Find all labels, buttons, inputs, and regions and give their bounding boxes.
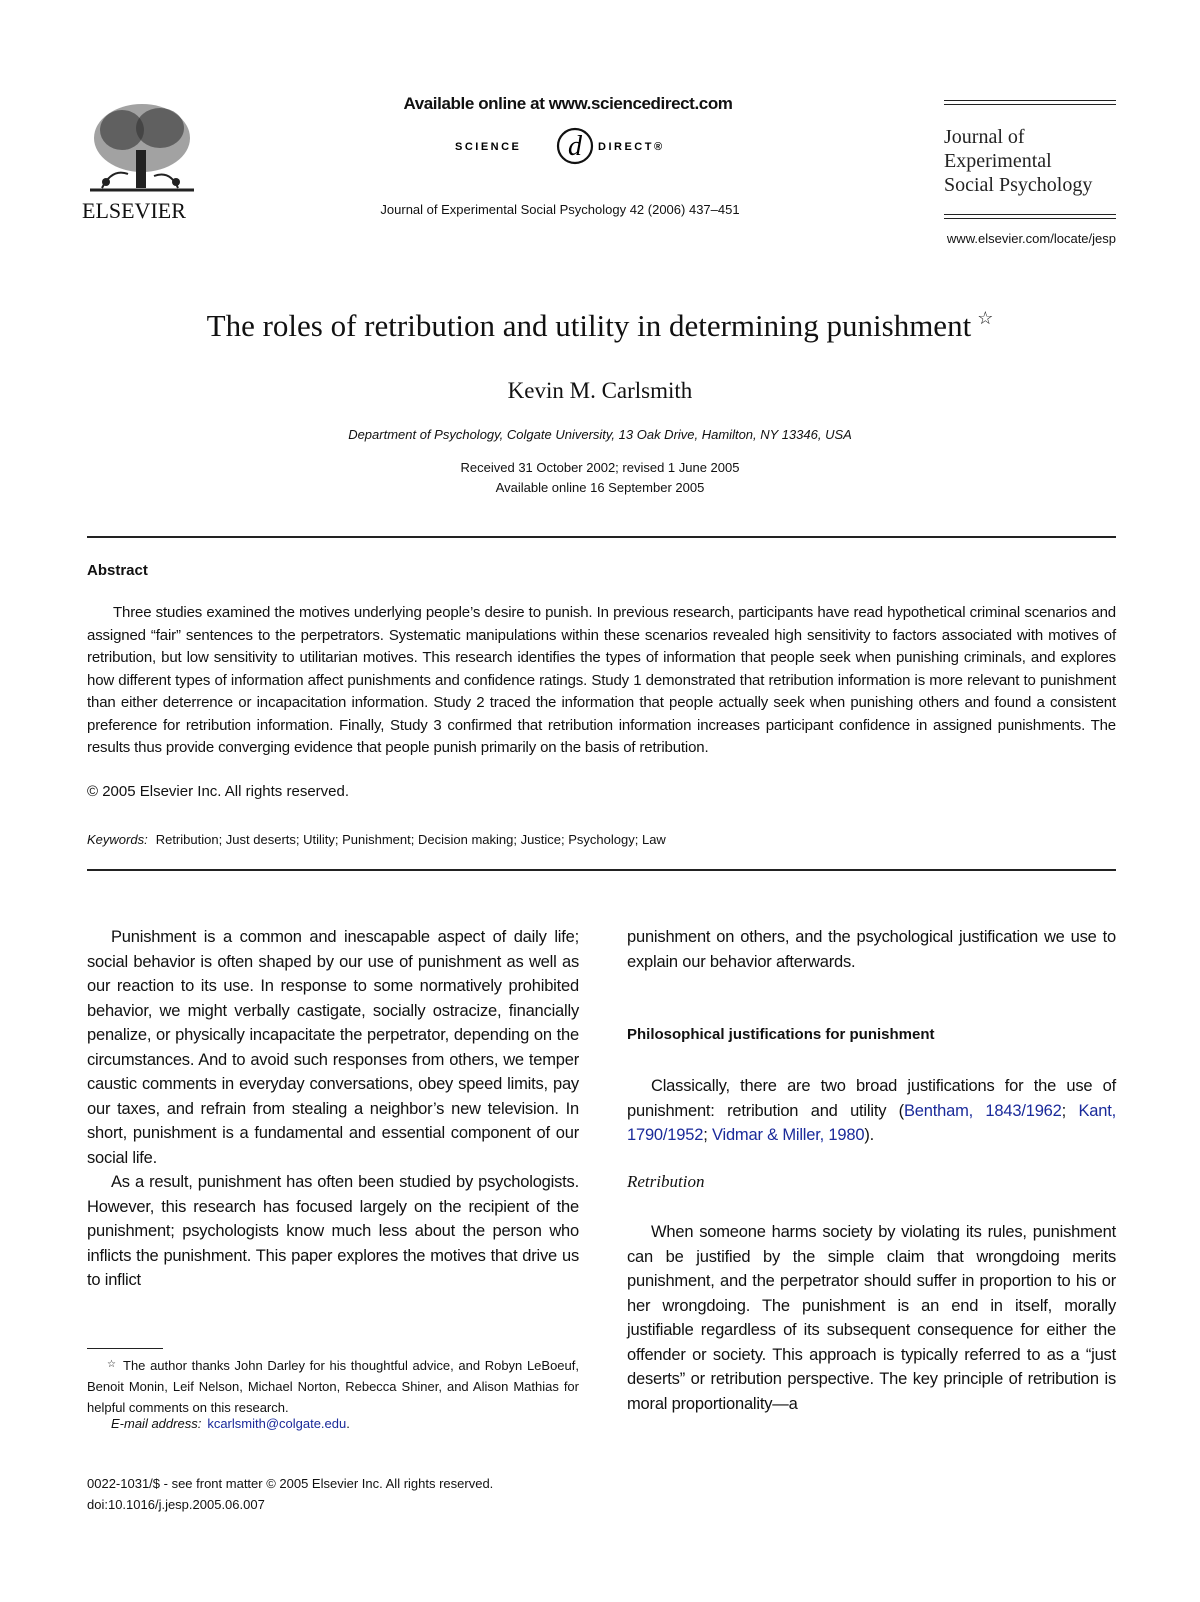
keywords-list: Retribution; Just deserts; Utility; Punishment; Decision making; Justice; Psychology; Law [155,832,666,847]
subsection-heading: Retribution [627,1172,705,1191]
body-right-subsection [627,1220,1116,1416]
title-footnote-mark[interactable]: ☆ [977,308,994,328]
body-right-section [627,1074,1116,1148]
paragraph-text: Classically, there are two broad justifications for the use of punishment: retribution and utility ( [627,1077,1116,1120]
author-affiliation: Department of Psychology, Colgate University, 13 Oak Drive, Hamilton, NY 13346, USA [348,427,852,442]
author-email [111,1416,350,1431]
journal-citation: Journal of Experimental Social Psychology 42 (2006) 437–451 [380,202,740,217]
journal-rule-bottom-1 [944,214,1116,215]
article-title-text: The roles of retribution and utility in determining punishment [206,308,972,343]
email-end: . [346,1416,350,1431]
abstract-rule-bottom [87,869,1116,871]
body-paragraph: Punishment is a common and inescapable aspect of daily life; social behavior is often shaped by our use of punishment as well as our reaction to its use. In response to some normatively prohibited behavior, we might verbally castigate, socially ostracize, financially penalize, or physically incapacitate the perpetrator, depending on the circumstances. And to avoid such responses from others, we temper caustic comments in everyday conversations, obey speed limits, pay our taxes, and refrain from stealing a neighbor’s new television. In short, punishment is a fundamental and essential component of our social life. [87,928,579,1167]
body-paragraph-continued: punishment on others, and the psychological justification we use to explain our behavior afterwards. [627,928,1116,971]
article-title [60,308,1140,344]
front-matter [87,1473,493,1515]
journal-name [944,125,1124,197]
citation-separator: ; [703,1126,712,1144]
citation-separator: ; [1061,1101,1079,1120]
citation-link-kant[interactable]: Kant, 1790/1952 [627,1101,1116,1144]
citation-link-bentham[interactable]: Bentham, 1843/1962 [903,1101,1062,1120]
sciencedirect-logo [455,125,695,167]
section-heading: Philosophical justifications for punishment [627,1026,935,1043]
available-date: Available online 16 September 2005 [495,480,705,495]
body-paragraph: As a result, punishment has often been studied by psychologists. However, this research has focused largely on the recipient of the punishment; psychologists know much less about the person who inflicts the punishment. This paper explores the motives that drive us to inflict [87,1173,579,1289]
sciencedirect-at-glyph: d [568,131,582,162]
keywords-label: Keywords: [87,832,148,847]
citation-link-vidmar[interactable]: Vidmar & Miller, 1980 [711,1126,865,1144]
doi-line[interactable]: doi:10.1016/j.jesp.2005.06.007 [87,1497,265,1512]
abstract-text: Three studies examined the motives underlying people’s desire to punish. In previous research, participants have read hypothetical criminal scenarios and assigned “fair” sentences to the perpetrators. Systematic manipulations within these scenarios revealed high sensitivity to factors associated with motives of retribution, but low sensitivity to utilitarian motives. This research identifies the types of information that people seek when punishing criminals, and explores how different types of information affect punishments and confidence ratings. Study 1 demonstrated that retribution information is more relevant to punishment than either deterrence or incapacitation information. Study 2 traced the information that people actually seek when punishing others and found a consistent preference for retribution information. Finally, Study 3 confirmed that retribution information increases participant confidence in assigned punishments. The results thus provide converging evidence that people punish primarily on the basis of retribution. [87,604,1116,756]
email-link[interactable]: kcarlsmith@colgate.edu [207,1416,347,1431]
footnote-mark: ☆ [107,1359,118,1370]
body-paragraph: When someone harms society by violating its rules, punishment can be justified by the simple claim that wrongdoing merits punishment, and the perpetrator should suffer in proportion to his or her wrongdoing. The punishment is an end in itself, morally justifiable regardless of its subsequent consequence for either the offender or society. This approach is typically referred to as a “just deserts” or retribution perspective. The key principle of retribution is moral proportionality—a [627,1223,1116,1413]
keywords [87,832,666,847]
journal-rule-bottom-2 [944,218,1116,219]
author-name: Kevin M. Carlsmith [507,378,693,403]
sciencedirect-right-text: DIRECT® [598,141,665,153]
body-left-column [87,925,579,1293]
body-right-column-start [627,925,1116,974]
body-paragraph [627,1074,1116,1148]
journal-rule-top-1 [944,100,1116,101]
available-online-line: Available online at www.sciencedirect.com [403,94,733,113]
journal-url[interactable]: www.elsevier.com/locate/jesp [946,231,1116,246]
journal-name-line2: Experimental [944,150,1052,172]
sciencedirect-left-text: SCIENCE [455,141,522,153]
footnote-text: The author thanks John Darley for his thoughtful advice, and Robyn LeBoeuf, Benoit Monin, Leif Nelson, Michael Norton, Rebecca Shiner, and Alison Mathias for helpful comments on this research. [87,1358,579,1415]
issn-line: 0022-1031/$ - see front matter © 2005 Elsevier Inc. All rights reserved. [87,1476,494,1491]
journal-rule-top-2 [944,104,1116,105]
journal-name-line3: Social Psychology [944,174,1093,196]
received-date: Received 31 October 2002; revised 1 June 2005 [460,460,740,475]
elsevier-logo-text: ELSEVIER [82,198,186,223]
paragraph-text: ). [864,1126,874,1144]
article-dates [60,458,1140,498]
footnote-rule [87,1348,163,1349]
abstract-heading: Abstract [87,562,148,579]
journal-name-line1: Journal of [944,126,1025,148]
abstract-copyright: © 2005 Elsevier Inc. All rights reserved. [87,783,350,800]
email-label: E-mail address: [111,1416,202,1431]
abstract-rule-top [87,536,1116,538]
footnote [87,1354,579,1418]
